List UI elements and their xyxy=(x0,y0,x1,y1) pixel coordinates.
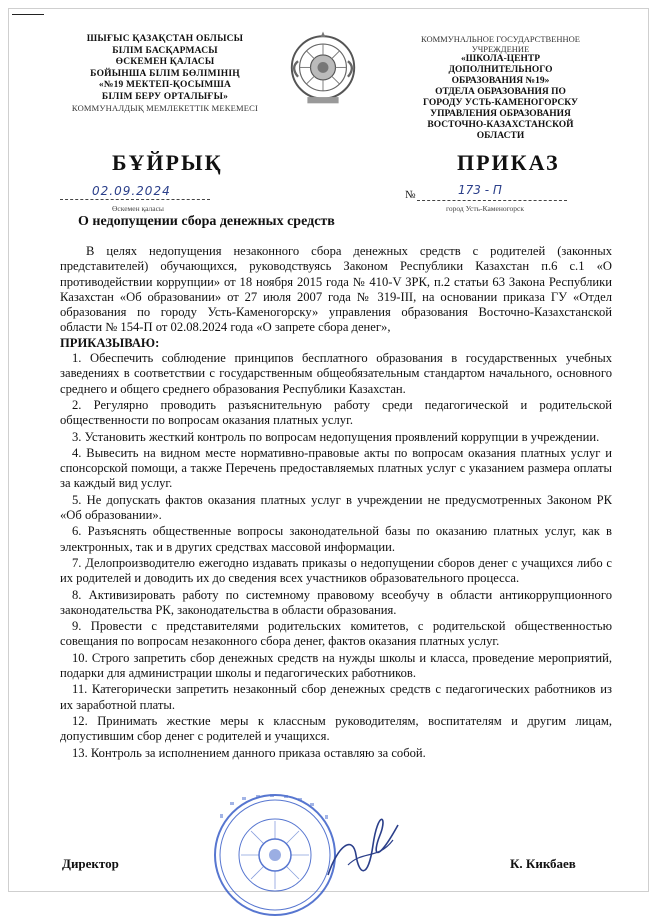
order-body xyxy=(60,244,612,762)
header-kz-line: БІЛІМ БЕРУ ОРТАЛЫҒЫ» xyxy=(101,91,229,102)
header-ru-line: «ШКОЛА-ЦЕНТР xyxy=(460,54,541,64)
order-item: 10. Строго запретить сбор денежных средств на нужды школы и класса, проведение мероприятий, подарки для администрации школы и педагогических работников. xyxy=(60,650,612,681)
header-ru-line: ОБРАЗОВАНИЯ №19» xyxy=(451,76,550,86)
header-kz-line: ШЫҒЫС ҚАЗАҚСТАН ОБЛЫСЫ xyxy=(86,34,244,44)
header-russian-block xyxy=(398,34,603,142)
city-kazakh: Өскемен қаласы xyxy=(112,204,164,213)
order-item: 5. Не допускать фактов оказания платных услуг в учреждении не предусмотренных Законом РК «Об образовании». xyxy=(60,492,612,523)
handwritten-number: 173 - П xyxy=(458,183,502,197)
signature-icon xyxy=(318,805,408,885)
order-item: 3. Установить жесткий контроль по вопросам недопущения проявлений коррупции в учреждении. xyxy=(72,429,600,444)
number-label: № xyxy=(405,189,416,201)
order-item: 12. Принимать жесткие меры к классным руководителям, воспитателям и другим лицам, допустившим сбор денег с родителей и учащихся. xyxy=(60,713,612,744)
header-kz-line: ӨСКЕМЕН ҚАЛАСЫ xyxy=(115,57,215,67)
header-ru-line: УПРАВЛЕНИЯ ОБРАЗОВАНИЯ xyxy=(430,109,571,119)
order-item: 13. Контроль за исполнением данного приказа оставляю за собой. xyxy=(72,745,426,760)
state-emblem-icon xyxy=(284,30,362,108)
document-title: О недопущении сбора денежных средств xyxy=(78,214,335,229)
header-kz-line: БІЛІМ БАСҚАРМАСЫ xyxy=(112,45,218,56)
order-item: 8. Активизировать работу по системному правовому всеобучу в области антикоррупционного законодательства РК, законодательства в области образования. xyxy=(60,587,612,617)
prikazyvayu-heading: ПРИКАЗЫВАЮ: xyxy=(60,335,160,350)
header-kazakh-block xyxy=(60,34,270,115)
header-ru-line: ВОСТОЧНО-КАЗАХСТАНСКОЙ xyxy=(427,120,574,130)
handwritten-date: 02.09.2024 xyxy=(92,184,171,198)
title-kazakh: БҰЙРЫҚ xyxy=(112,150,223,175)
header-kz-line: БОЙЫНША БІЛІМ БӨЛІМІНІҢ xyxy=(90,68,240,79)
order-item: 6. Разъяснять общественные вопросы законодательной базы по оказанию платных услуг, как в электронных, так и в других средствах массовой информации. xyxy=(60,524,612,554)
order-item: 7. Делопроизводителю ежегодно издавать приказы о недопущении сборов денег с учащихся либо с их родителей и доводить их до сведения всех участников образовательного процесса. xyxy=(60,555,612,586)
intro-paragraph: В целях недопущения незаконного сбора денежных средств с родителей (законных представителей) обучающихся, руководствуясь Законом Республики Казахстан п.6 с.1 «О противодействии коррупции» от 18 ноября 2015 года № 410-V ЗРК, п.2 статьи 63 Закона Республики Казахстан «Об образовании» от 27 июля 2007 года № 319-III, на основании приказа ГУ «Отдел образования по городу Усть-Каменогорску» управления образования Восточно-Казахстанской области № 154-П от 02.08.2024 года «О запрете сбора денег», xyxy=(60,244,612,335)
title-russian: ПРИКАЗ xyxy=(457,150,560,175)
corner-mark xyxy=(12,14,44,15)
header-ru-line: ДОПОЛНИТЕЛЬНОГО xyxy=(448,65,553,75)
header-ru-line: ГОРОДУ УСТЬ-КАМЕНОГОРСКУ xyxy=(423,98,578,108)
order-item: 11. Категорически запретить незаконный сбор денежных средств с педагогических работников из их заработной платы. xyxy=(60,682,612,712)
signer-name: К. Кикбаев xyxy=(510,856,576,871)
director-label: Директор xyxy=(62,856,119,871)
order-item: 9. Провести с представителями родительских комитетов, с родительской общественностью совещания по вопросам незаконного сбора денег, фактов оказания платных услуг. xyxy=(60,619,612,649)
city-russian: город Усть-Каменогорск xyxy=(446,204,524,213)
header-ru-line: ОБЛАСТИ xyxy=(476,131,525,141)
order-item: 4. Вывесить на видном месте нормативно-правовые акты по вопросам оказания платных услуг и спонсорской помощи, а также Перечень предоставляемых платных услуг с указанием размера оплаты за каждый вид услуг. xyxy=(60,445,612,491)
header-ru-sub: КОММУНАЛЬНОЕ ГОСУДАРСТВЕННОЕ УЧРЕЖДЕНИЕ xyxy=(420,34,580,54)
header-kz-sub: КОММУНАЛДЫҚ МЕМЛЕКЕТТІК МЕКЕМЕСІ xyxy=(71,103,259,113)
order-items xyxy=(60,351,612,761)
order-item: 1. Обеспечить соблюдение принципов бесплатного образования в государственных учебных заведениях в соответствии с государственным общеобязательным стандартом начального, основного среднего и общего среднего образования Республики Казахстан. xyxy=(60,351,612,396)
header-kz-line: «№19 МЕКТЕП-ҚОСЫМША xyxy=(98,80,232,90)
order-item: 2. Регулярно проводить разъяснительную работу среди педагогической и родительской общественности по вопросам оказания платных услуг. xyxy=(60,397,612,428)
header-ru-line: ОТДЕЛА ОБРАЗОВАНИЯ ПО xyxy=(435,87,566,97)
